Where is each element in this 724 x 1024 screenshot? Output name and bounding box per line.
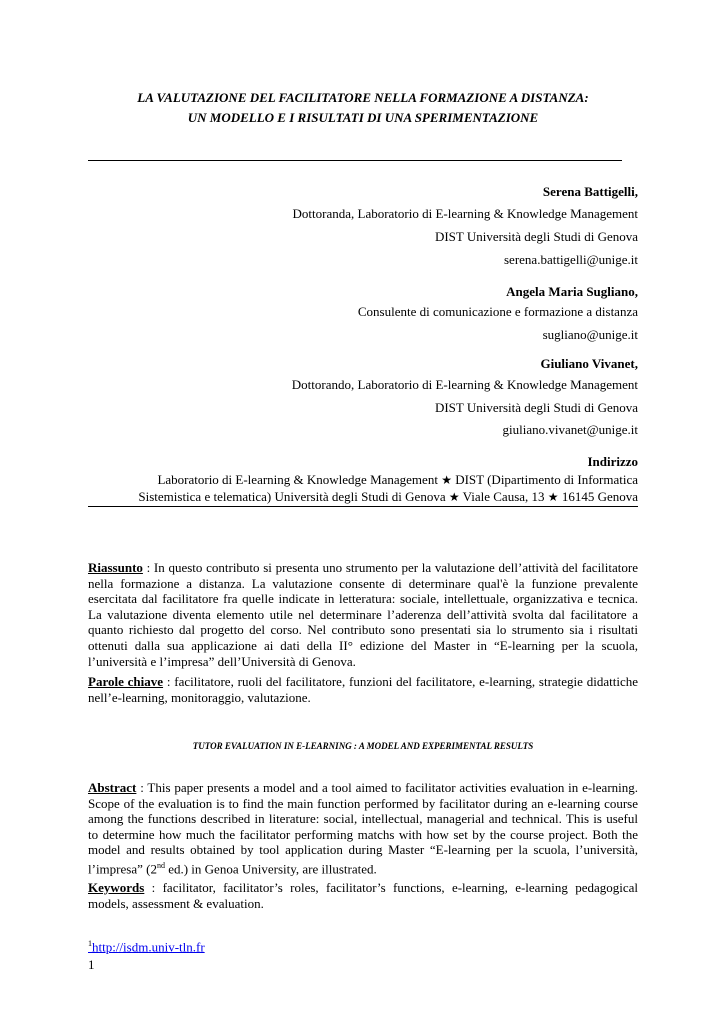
parole-chiave-text: : facilitatore, ruoli del facilitatore, funzioni del facilitatore, e-learning, strategie didattiche nell’e-learning, monitoraggio, valutazione. bbox=[88, 674, 638, 705]
keywords-label: Keywords bbox=[88, 880, 145, 895]
address-line-1 bbox=[157, 472, 638, 488]
author-2-name: Angela Maria Sugliano, bbox=[506, 284, 638, 299]
abstract-text-end: ed.) in Genoa University, are illustrated. bbox=[164, 861, 377, 877]
riassunto-text: : In questo contributo si presenta uno strumento per la valutazione dell’attività del facilitatore nella formazione a distanza. La valutazione consente di determinare qual'è la funzione prevalente esercitata dal facilitatore fra quelle indicate in letteratura: sociale, intellettuale, organizzativa e tecnica. La valutazione diventa elemento utile nel determinare l’aderenza dell’attività svolta dal facilitatore a quanto richiesto dal progetto del corso. Nel contributo sono presentati sia lo strumento sia i risultati ottenuti dalla sua applicazione ai dati della II° edizione del Master in “E-learning per la scuola, l’università e l’impresa” dell’Università di Genova. bbox=[88, 560, 638, 669]
author-2-email: sugliano@unige.it bbox=[542, 327, 638, 342]
author-3-name: Giuliano Vivanet, bbox=[540, 356, 638, 371]
parole-chiave-label: Parole chiave bbox=[88, 674, 164, 689]
title-divider bbox=[88, 160, 622, 161]
author-1-role: Dottoranda, Laboratorio di E-learning & Knowledge Management bbox=[292, 206, 638, 221]
footnote-marker: 1 bbox=[88, 939, 92, 948]
abstract-text: : This paper presents a model and a tool aimed to facilitator activities evaluation in e-learning. Scope of the evaluation is to find the main function performed by facilitator during an e-learning course among the functions described in literature: social, intellectual, managerial and technical. This is useful to determine how much the facilitator performing matchs with how set by the course project. Both the model and results obtained by tool application during Master “E-learning per la scuola, l’università, l’impresa” (2 bbox=[88, 780, 639, 877]
footnote-link[interactable]: http://isdm.univ-tln.fr bbox=[92, 939, 205, 955]
title-line-1: LA VALUTAZIONE DEL FACILITATORE NELLA FORMAZIONE A DISTANZA: bbox=[137, 90, 589, 105]
page-number: 1 bbox=[88, 957, 95, 972]
address-lab: Laboratorio di E-learning & Knowledge Management bbox=[157, 472, 438, 487]
keywords-paragraph bbox=[88, 880, 638, 911]
address-university: Sistemistica e telematica) Università degli Studi di Genova bbox=[138, 489, 446, 504]
footnote[interactable] bbox=[88, 936, 205, 955]
address-street: Viale Causa, 13 bbox=[462, 489, 545, 504]
star-icon: ★ bbox=[441, 473, 452, 487]
abstract-paragraph bbox=[88, 780, 638, 877]
author-3-affiliation: DIST Università degli Studi di Genova bbox=[434, 400, 638, 415]
author-1-email: serena.battigelli@unige.it bbox=[504, 252, 638, 267]
author-1-affiliation: DIST Università degli Studi di Genova bbox=[434, 229, 638, 244]
author-2-role: Consulente di comunicazione e formazione a distanza bbox=[357, 304, 638, 319]
address-line-2 bbox=[138, 489, 638, 505]
riassunto-label: Riassunto bbox=[88, 560, 143, 575]
paper-title bbox=[88, 88, 638, 128]
abstract-label: Abstract bbox=[88, 780, 137, 795]
parole-chiave-paragraph bbox=[88, 674, 638, 705]
author-3-email: giuliano.vivanet@unige.it bbox=[502, 422, 638, 437]
author-1-name: Serena Battigelli, bbox=[542, 184, 638, 199]
address-dist: DIST (Dipartimento di Informatica bbox=[455, 472, 638, 487]
english-title: TUTOR EVALUATION IN E-LEARNING : A MODEL AND EXPERIMENTAL RESULTS bbox=[192, 741, 534, 751]
star-icon: ★ bbox=[547, 490, 559, 504]
address-divider bbox=[88, 506, 638, 507]
title-line-2: UN MODELLO E I RISULTATI DI UNA SPERIMENTAZIONE bbox=[187, 110, 539, 125]
address-city: 16145 Genova bbox=[561, 489, 638, 504]
riassunto-paragraph bbox=[88, 560, 638, 669]
abstract-superscript: nd bbox=[156, 860, 165, 870]
address-heading: Indirizzo bbox=[587, 454, 638, 469]
author-3-role: Dottorando, Laboratorio di E-learning & Knowledge Management bbox=[291, 377, 638, 392]
star-icon: ★ bbox=[448, 490, 460, 504]
keywords-text: : facilitator, facilitator’s roles, facilitator’s functions, e-learning, e-learning pedagogical models, assessment & evaluation. bbox=[88, 880, 639, 911]
